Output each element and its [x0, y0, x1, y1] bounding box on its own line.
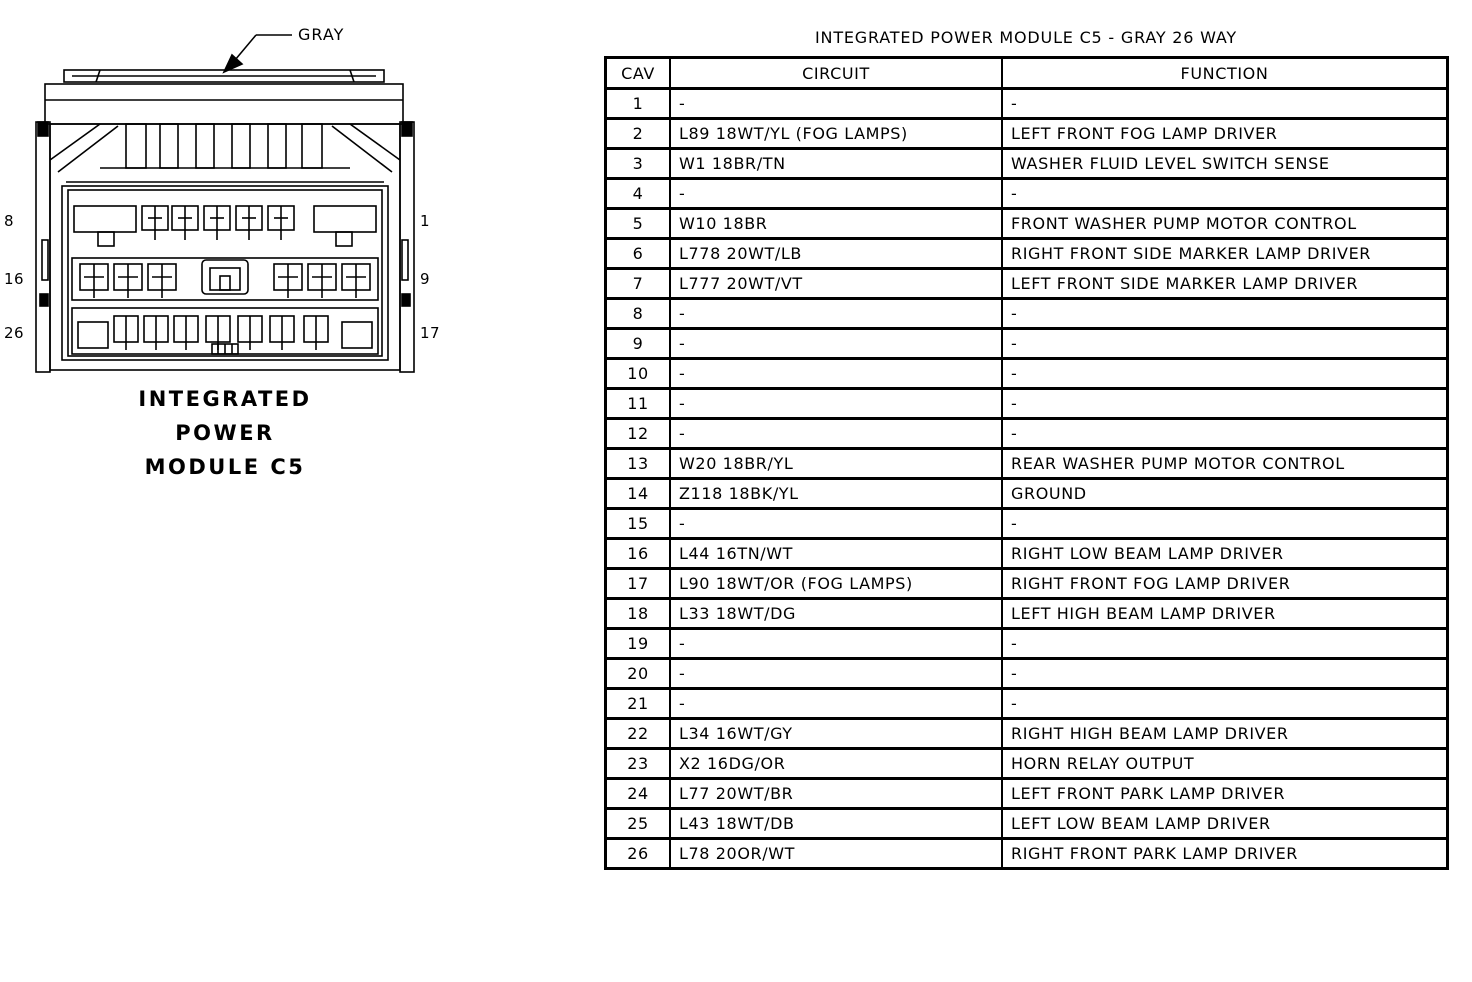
module-caption-line-2: POWER [175, 421, 275, 445]
cell-function: RIGHT FRONT FOG LAMP DRIVER [1002, 569, 1448, 599]
table-row [606, 329, 1448, 359]
cell-circuit: - [670, 689, 1002, 719]
cell-cav: 10 [606, 359, 671, 389]
pin-row-2 [72, 258, 378, 300]
cell-function: RIGHT FRONT PARK LAMP DRIVER [1002, 839, 1448, 869]
cell-circuit: L777 20WT/VT [670, 269, 1002, 299]
cell-circuit: L77 20WT/BR [670, 779, 1002, 809]
table-row [606, 149, 1448, 179]
cell-cav: 11 [606, 389, 671, 419]
table-row [606, 809, 1448, 839]
cell-circuit: - [670, 509, 1002, 539]
header-function: FUNCTION [1002, 58, 1448, 89]
cell-function: LEFT FRONT PARK LAMP DRIVER [1002, 779, 1448, 809]
table-header-row [606, 58, 1448, 89]
cell-function: - [1002, 509, 1448, 539]
header-circuit: CIRCUIT [670, 58, 1002, 89]
cell-cav: 7 [606, 269, 671, 299]
cell-function: RIGHT LOW BEAM LAMP DRIVER [1002, 539, 1448, 569]
cell-function: LEFT FRONT SIDE MARKER LAMP DRIVER [1002, 269, 1448, 299]
table-row [606, 779, 1448, 809]
cell-circuit: - [670, 629, 1002, 659]
cell-cav: 4 [606, 179, 671, 209]
cell-function: RIGHT FRONT SIDE MARKER LAMP DRIVER [1002, 239, 1448, 269]
cell-circuit: L89 18WT/YL (FOG LAMPS) [670, 119, 1002, 149]
cell-function: - [1002, 179, 1448, 209]
cell-cav: 14 [606, 479, 671, 509]
cell-circuit: - [670, 179, 1002, 209]
table-row [606, 269, 1448, 299]
table-row [606, 539, 1448, 569]
cell-cav: 1 [606, 89, 671, 119]
cell-function: - [1002, 629, 1448, 659]
cell-circuit: - [670, 389, 1002, 419]
table-row [606, 509, 1448, 539]
cell-circuit: - [670, 359, 1002, 389]
pin-block [62, 186, 388, 360]
module-caption-line-3: MODULE C5 [144, 455, 306, 479]
table-row [606, 209, 1448, 239]
cell-cav: 6 [606, 239, 671, 269]
cell-circuit: L43 18WT/DB [670, 809, 1002, 839]
table-row [606, 449, 1448, 479]
pin-label-top-right: 1 [420, 212, 431, 230]
cell-function: - [1002, 659, 1448, 689]
cell-circuit: L44 16TN/WT [670, 539, 1002, 569]
cell-cav: 19 [606, 629, 671, 659]
table-row [606, 689, 1448, 719]
table-row [606, 89, 1448, 119]
cell-cav: 3 [606, 149, 671, 179]
cell-function: - [1002, 89, 1448, 119]
cell-function: - [1002, 359, 1448, 389]
pin-label-middle-left: 16 [4, 270, 25, 288]
pin-label-bottom-left: 26 [4, 324, 25, 342]
cell-function: FRONT WASHER PUMP MOTOR CONTROL [1002, 209, 1448, 239]
cell-function: LEFT LOW BEAM LAMP DRIVER [1002, 809, 1448, 839]
cell-cav: 2 [606, 119, 671, 149]
header-cav: CAV [606, 58, 671, 89]
table-body [606, 89, 1448, 869]
module-caption [100, 382, 350, 484]
cell-function: LEFT FRONT FOG LAMP DRIVER [1002, 119, 1448, 149]
cell-cav: 9 [606, 329, 671, 359]
cell-circuit: - [670, 419, 1002, 449]
module-caption-line-1: INTEGRATED [138, 387, 312, 411]
cell-cav: 8 [606, 299, 671, 329]
cell-circuit: L78 20OR/WT [670, 839, 1002, 869]
table-row [606, 419, 1448, 449]
cell-cav: 16 [606, 539, 671, 569]
table-row [606, 839, 1448, 869]
table-row [606, 629, 1448, 659]
cavity-table [604, 56, 1449, 870]
cell-cav: 23 [606, 749, 671, 779]
cell-circuit: - [670, 659, 1002, 689]
cell-cav: 17 [606, 569, 671, 599]
pin-label-middle-right: 9 [420, 270, 431, 288]
table-row [606, 299, 1448, 329]
cell-function: RIGHT HIGH BEAM LAMP DRIVER [1002, 719, 1448, 749]
cell-cav: 21 [606, 689, 671, 719]
cell-circuit: X2 16DG/OR [670, 749, 1002, 779]
cell-function: WASHER FLUID LEVEL SWITCH SENSE [1002, 149, 1448, 179]
cell-function: HORN RELAY OUTPUT [1002, 749, 1448, 779]
cell-cav: 22 [606, 719, 671, 749]
table-row [606, 119, 1448, 149]
cell-function: LEFT HIGH BEAM LAMP DRIVER [1002, 599, 1448, 629]
cell-circuit: L34 16WT/GY [670, 719, 1002, 749]
table-row [606, 569, 1448, 599]
table-row [606, 479, 1448, 509]
cell-circuit: L90 18WT/OR (FOG LAMPS) [670, 569, 1002, 599]
cell-cav: 5 [606, 209, 671, 239]
pin-row-3 [72, 308, 378, 354]
cell-circuit: Z118 18BK/YL [670, 479, 1002, 509]
cell-function: - [1002, 299, 1448, 329]
table-row [606, 359, 1448, 389]
cell-cav: 13 [606, 449, 671, 479]
pin-label-top-left: 8 [4, 212, 15, 230]
cell-circuit: W1 18BR/TN [670, 149, 1002, 179]
cell-cav: 20 [606, 659, 671, 689]
housing-upper [45, 84, 403, 124]
table-row [606, 719, 1448, 749]
cell-function: REAR WASHER PUMP MOTOR CONTROL [1002, 449, 1448, 479]
cell-circuit: L33 18WT/DG [670, 599, 1002, 629]
cell-function: - [1002, 389, 1448, 419]
pin-label-bottom-right: 17 [420, 324, 441, 342]
table-row [606, 179, 1448, 209]
connector-color-label: GRAY [298, 25, 345, 44]
table-row [606, 599, 1448, 629]
cell-circuit: W20 18BR/YL [670, 449, 1002, 479]
table-title: INTEGRATED POWER MODULE C5 - GRAY 26 WAY [815, 28, 1237, 47]
table-row [606, 749, 1448, 779]
cell-cav: 24 [606, 779, 671, 809]
cell-cav: 18 [606, 599, 671, 629]
cell-circuit: - [670, 89, 1002, 119]
cell-cav: 12 [606, 419, 671, 449]
cell-cav: 15 [606, 509, 671, 539]
table-row [606, 659, 1448, 689]
cell-circuit: - [670, 299, 1002, 329]
cell-circuit: L778 20WT/LB [670, 239, 1002, 269]
cell-function: GROUND [1002, 479, 1448, 509]
cell-circuit: W10 18BR [670, 209, 1002, 239]
pin-row-1 [74, 206, 376, 246]
table-row [606, 389, 1448, 419]
cell-function: - [1002, 329, 1448, 359]
housing-body [50, 124, 400, 370]
cell-function: - [1002, 689, 1448, 719]
cell-cav: 25 [606, 809, 671, 839]
cell-cav: 26 [606, 839, 671, 869]
cell-circuit: - [670, 329, 1002, 359]
table-row [606, 239, 1448, 269]
cell-function: - [1002, 419, 1448, 449]
